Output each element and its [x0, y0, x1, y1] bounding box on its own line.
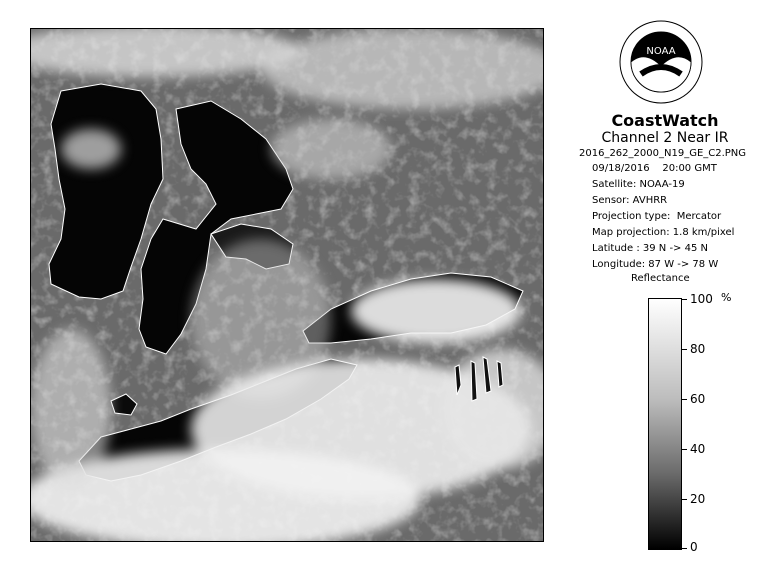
- scale-label-0: 0: [690, 540, 698, 554]
- scale-title: Reflectance: [631, 273, 690, 284]
- satellite-image: [30, 28, 544, 542]
- great-lakes-map: [31, 29, 543, 541]
- scale-tick-40: [681, 449, 687, 450]
- sensor-label: Sensor: AVHRR: [592, 195, 668, 206]
- latitude-label: Latitude : 39 N -> 45 N: [592, 243, 708, 254]
- scale-label-40: 40: [690, 442, 706, 456]
- scale-tick-20: [681, 499, 687, 500]
- datetime-label: 09/18/2016 20:00 GMT: [592, 163, 717, 174]
- scale-label-20: 20: [690, 492, 706, 506]
- scale-tick-0: [681, 548, 687, 549]
- reflectance-scale-bar: [648, 298, 682, 550]
- noaa-logo: [619, 20, 703, 104]
- scale-tick-60: [681, 399, 687, 400]
- satellite-label: Satellite: NOAA-19: [592, 179, 685, 190]
- longitude-label: Longitude: 87 W -> 78 W: [592, 259, 719, 270]
- scale-label-80: 80: [690, 342, 706, 356]
- map-projection-label: Map projection: 1.8 km/pixel: [592, 227, 735, 238]
- projection-type-label: Projection type: Mercator: [592, 211, 722, 222]
- product-name: CoastWatch: [611, 111, 719, 130]
- logo-agency-text: NOAA: [646, 46, 676, 57]
- filename-label: 2016_262_2000_N19_GE_C2.PNG: [579, 148, 747, 159]
- scale-tick-80: [681, 349, 687, 350]
- scale-tick-100: [681, 299, 687, 300]
- scale-label-60: 60: [690, 392, 706, 406]
- scale-unit: %: [721, 291, 732, 304]
- scale-label-100: 100: [690, 292, 713, 306]
- channel-label: Channel 2 Near IR: [601, 130, 729, 146]
